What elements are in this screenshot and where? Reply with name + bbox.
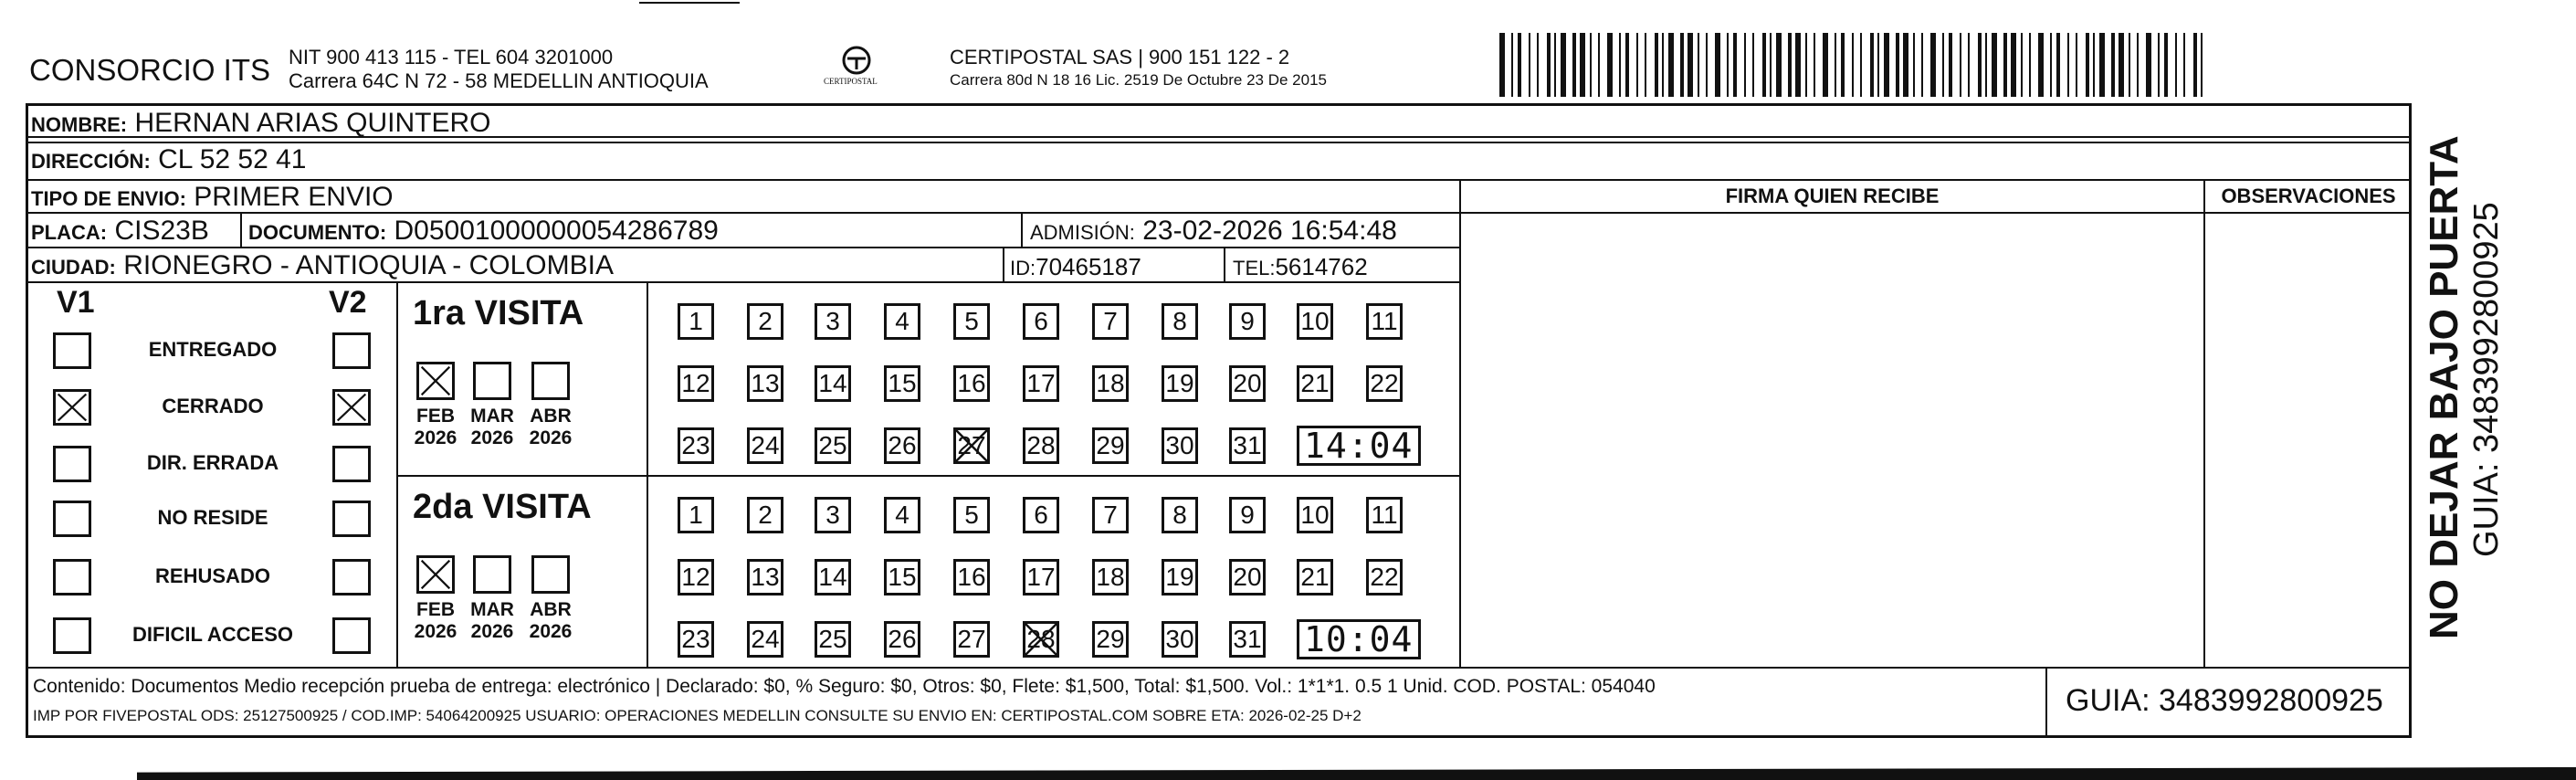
- day-box[interactable]: 11: [1366, 303, 1403, 340]
- day-box[interactable]: 26: [884, 427, 920, 464]
- day-box[interactable]: 28: [1023, 427, 1059, 464]
- status-label: REHUSADO: [155, 564, 270, 587]
- barcode-bar: [1877, 33, 1879, 97]
- documento-value: D05001000000054286789: [394, 216, 719, 246]
- day-box[interactable]: 12: [678, 559, 714, 596]
- day-box[interactable]: 3: [815, 497, 851, 533]
- nombre-row: [31, 108, 491, 139]
- row-divider: [26, 212, 2412, 214]
- firma-divider: [1459, 179, 1461, 669]
- day-box[interactable]: 24: [747, 621, 783, 658]
- footer-guia: GUIA: 3483992800925: [2066, 683, 2383, 718]
- day-box[interactable]: 30: [1162, 621, 1198, 658]
- barcode-bar: [1896, 33, 1899, 97]
- day-cross-icon: [953, 427, 990, 464]
- v1-checkbox-4[interactable]: [53, 559, 91, 596]
- status-label: NO RESIDE: [157, 506, 268, 529]
- tipo-label: TIPO DE ENVIO:: [31, 187, 186, 210]
- year-label: 2026: [414, 427, 457, 448]
- day-box[interactable]: 27: [953, 427, 990, 464]
- direccion-value: CL 52 52 41: [158, 144, 307, 174]
- certipostal-info: CERTIPOSTAL SAS | 900 151 122 - 2: [950, 46, 1290, 69]
- barcode-bar: [1860, 33, 1862, 97]
- barcode-bar: [1841, 33, 1845, 97]
- barcode-bar: [1795, 33, 1801, 97]
- day-box[interactable]: 16: [953, 559, 990, 596]
- day-box[interactable]: 27: [953, 621, 990, 658]
- day-box[interactable]: 10: [1297, 497, 1333, 533]
- footer-imp: IMP POR FIVEPOSTAL ODS: 25127500925 / COD.IMP: 54064200925 USUARIO: OPERACIONES MEDELLIN CONSULTE SU ENVIO EN: CERTIPOSTAL.COM SOBRE ETA: 2026-02-25 D+2: [33, 707, 1362, 724]
- day-box[interactable]: 21: [1297, 559, 1333, 596]
- barcode-bar: [1913, 33, 1915, 97]
- barcode-bar: [1607, 33, 1613, 97]
- barcode-bar: [1655, 33, 1658, 97]
- barcode-bar: [1662, 33, 1664, 97]
- month-checkbox[interactable]: [531, 555, 570, 594]
- barcode-bar: [1884, 33, 1889, 97]
- barcode-bar: [1537, 33, 1539, 97]
- day-box[interactable]: 6: [1023, 303, 1059, 340]
- year-label: 2026: [470, 427, 514, 448]
- cell-divider: [1021, 212, 1023, 247]
- barcode-bar: [2050, 33, 2052, 97]
- month-label: ABR: [530, 599, 572, 620]
- day-box[interactable]: 18: [1092, 559, 1129, 596]
- barcode-bar: [2099, 33, 2105, 97]
- visit-title: 1ra VISITA: [413, 294, 584, 332]
- company-name: CONSORCIO ITS: [29, 53, 271, 87]
- day-box[interactable]: 8: [1162, 497, 1198, 533]
- day-box[interactable]: 7: [1092, 497, 1129, 533]
- v2-checkbox-3[interactable]: [332, 501, 371, 537]
- barcode: [1499, 33, 2203, 97]
- logo-text: CERTIPOSTAL: [824, 77, 878, 86]
- ciudad-value: RIONEGRO - ANTIOQUIA - COLOMBIA: [123, 250, 614, 280]
- barcode-bar: [2056, 33, 2060, 97]
- barcode-bar: [2201, 33, 2203, 97]
- barcode-bar: [1499, 33, 1505, 97]
- day-box[interactable]: 22: [1366, 559, 1403, 596]
- barcode-bar: [1762, 33, 1766, 97]
- barcode-bar: [1942, 33, 1944, 97]
- documento-row: [248, 216, 719, 247]
- barcode-bar: [1561, 33, 1566, 97]
- check-mark-icon: [56, 392, 89, 423]
- barcode-bar: [1645, 33, 1646, 97]
- barcode-bar: [1814, 33, 1815, 97]
- barcode-bar: [1770, 33, 1772, 97]
- barcode-bar: [2183, 33, 2185, 97]
- barcode-bar: [2093, 33, 2095, 97]
- obs-divider: [2203, 179, 2205, 669]
- barcode-bar: [2137, 33, 2139, 97]
- visit-time: 10:04: [1304, 619, 1414, 659]
- barcode-bar: [1968, 33, 1970, 97]
- barcode-bar: [1518, 33, 1521, 97]
- day-box[interactable]: 23: [678, 427, 714, 464]
- barcode-bar: [1788, 33, 1792, 97]
- company-nit-tel: NIT 900 413 115 - TEL 604 3201000: [289, 46, 614, 69]
- cell-divider: [240, 212, 242, 247]
- footer-divider: [26, 667, 2412, 669]
- visit-time: 14:04: [1304, 426, 1414, 466]
- day-box[interactable]: 3: [815, 303, 851, 340]
- month-label: FEB: [416, 599, 455, 620]
- firma-header: FIRMA QUIEN RECIBE: [1725, 184, 1940, 207]
- admision-label: ADMISIÓN:: [1030, 221, 1135, 244]
- month-checkbox[interactable]: [531, 362, 570, 400]
- calendar-divider: [647, 281, 648, 669]
- year-label: 2026: [470, 621, 514, 642]
- day-box[interactable]: 15: [884, 365, 920, 402]
- observaciones-header: OBSERVACIONES: [2221, 184, 2396, 207]
- barcode-bar: [1529, 33, 1530, 97]
- visit-title: 2da VISITA: [413, 488, 592, 526]
- barcode-bar: [2129, 33, 2130, 97]
- placa-value: CIS23B: [114, 216, 209, 246]
- month-checkbox[interactable]: [416, 555, 455, 594]
- day-box[interactable]: 1: [678, 303, 714, 340]
- year-label: 2026: [529, 427, 573, 448]
- barcode-bar: [1590, 33, 1592, 97]
- day-box[interactable]: 5: [953, 497, 990, 533]
- barcode-bar: [1960, 33, 1961, 97]
- placa-label: PLACA:: [31, 221, 108, 244]
- day-box[interactable]: 6: [1023, 497, 1059, 533]
- barcode-bar: [1752, 33, 1754, 97]
- day-box[interactable]: 16: [953, 365, 990, 402]
- certipostal-logo: [824, 44, 886, 99]
- barcode-bar: [2164, 33, 2168, 97]
- day-box[interactable]: 29: [1092, 427, 1129, 464]
- day-box[interactable]: 17: [1023, 559, 1059, 596]
- row-divider: [26, 247, 1461, 248]
- day-box[interactable]: 2: [747, 303, 783, 340]
- tel-label: TEL:: [1233, 257, 1276, 279]
- tipo-row: [31, 182, 394, 213]
- v2-header: V2: [329, 285, 367, 320]
- day-box[interactable]: 7: [1092, 303, 1129, 340]
- day-box[interactable]: 25: [815, 621, 851, 658]
- day-box[interactable]: 9: [1229, 303, 1266, 340]
- v1-header: V1: [57, 285, 95, 320]
- barcode-bar: [1619, 33, 1621, 97]
- side-warning: NO DEJAR BAJO PUERTA: [2422, 135, 2466, 639]
- barcode-bar: [1727, 33, 1729, 97]
- footer-contenido: Contenido: Documentos Medio recepción prueba de entrega: electrónico | Declarado: $0, % Seguro: $0, Otros: $0, Flete: $1,500, Total: $1,500. Vol.: 1*1*1. 0.5 1 Unid. COD. POSTAL: 054040: [33, 676, 1656, 697]
- status-label: CERRADO: [162, 395, 264, 417]
- id-row: [1010, 253, 1141, 281]
- tipo-value: PRIMER ENVIO: [194, 182, 394, 212]
- tel-value: 5614762: [1275, 253, 1368, 280]
- bottom-shadow: [137, 767, 2576, 780]
- year-label: 2026: [414, 621, 457, 642]
- row-divider: [26, 179, 2412, 181]
- cell-divider: [1003, 247, 1004, 281]
- v2-checkbox-5[interactable]: [332, 617, 371, 654]
- ciudad-row: [31, 250, 614, 281]
- top-stroke: [639, 2, 740, 4]
- v1-checkbox-5[interactable]: [53, 617, 91, 654]
- month-checkbox[interactable]: [416, 362, 455, 400]
- row-divider: [26, 281, 1461, 283]
- barcode-bar: [1668, 33, 1674, 97]
- barcode-bar: [1805, 33, 1807, 97]
- day-box[interactable]: 14: [815, 559, 851, 596]
- barcode-bar: [1511, 33, 1513, 97]
- visit-row-divider: [396, 475, 1461, 477]
- status-label: DIR. ERRADA: [146, 451, 279, 474]
- year-label: 2026: [529, 621, 573, 642]
- barcode-bar: [1706, 33, 1708, 97]
- barcode-bar: [2011, 33, 2016, 97]
- day-box[interactable]: 25: [815, 427, 851, 464]
- barcode-bar: [2086, 33, 2089, 97]
- day-box[interactable]: 9: [1229, 497, 1266, 533]
- barcode-bar: [1698, 33, 1699, 97]
- barcode-bar: [2076, 33, 2077, 97]
- barcode-bar: [2029, 33, 2031, 97]
- day-box[interactable]: 4: [884, 303, 920, 340]
- day-box[interactable]: 23: [678, 621, 714, 658]
- barcode-bar: [1715, 33, 1720, 97]
- barcode-bar: [1852, 33, 1854, 97]
- barcode-bar: [2038, 33, 2044, 97]
- day-box[interactable]: 2: [747, 497, 783, 533]
- day-box[interactable]: 19: [1162, 559, 1198, 596]
- check-mark-icon: [419, 364, 452, 397]
- nombre-label: NOMBRE:: [31, 113, 128, 136]
- barcode-bar: [1636, 33, 1638, 97]
- barcode-bar: [2158, 33, 2160, 97]
- v1-checkbox-2[interactable]: [53, 446, 91, 482]
- day-box[interactable]: 19: [1162, 365, 1198, 402]
- certipostal-license: Carrera 80d N 18 16 Lic. 2519 De Octubre 23 De 2015: [950, 71, 1327, 89]
- day-box[interactable]: 5: [953, 303, 990, 340]
- barcode-bar: [1598, 33, 1600, 97]
- v1-checkbox-1[interactable]: [53, 389, 91, 426]
- barcode-bar: [1921, 33, 1923, 97]
- barcode-bar: [1572, 33, 1576, 97]
- barcode-bar: [2146, 33, 2151, 97]
- month-checkbox[interactable]: [473, 555, 511, 594]
- month-label: MAR: [470, 406, 514, 427]
- barcode-bar: [2021, 33, 2023, 97]
- day-box[interactable]: 20: [1229, 559, 1266, 596]
- day-cross-icon: [1023, 621, 1059, 658]
- day-box[interactable]: 4: [884, 497, 920, 533]
- direccion-label: DIRECCIÓN:: [31, 150, 151, 173]
- barcode-bar: [1903, 33, 1908, 97]
- check-mark-icon: [419, 558, 452, 591]
- barcode-bar: [1949, 33, 1952, 97]
- barcode-bar: [2175, 33, 2177, 97]
- ciudad-label: CIUDAD:: [31, 256, 116, 279]
- barcode-bar: [1870, 33, 1874, 97]
- day-box[interactable]: 15: [884, 559, 920, 596]
- month-label: MAR: [470, 599, 514, 620]
- v2-checkbox-1[interactable]: [332, 389, 371, 426]
- side-guia: GUIA: 3483992800925: [2467, 202, 2506, 557]
- barcode-bar: [1733, 33, 1737, 97]
- tel-row: [1233, 253, 1368, 281]
- day-box[interactable]: 11: [1366, 497, 1403, 533]
- day-box[interactable]: 21: [1297, 365, 1333, 402]
- barcode-bar: [1688, 33, 1693, 97]
- day-box[interactable]: 30: [1162, 427, 1198, 464]
- barcode-bar: [1992, 33, 1997, 97]
- barcode-bar: [2193, 33, 2197, 97]
- day-box[interactable]: 22: [1366, 365, 1403, 402]
- day-box[interactable]: 18: [1092, 365, 1129, 402]
- day-box[interactable]: 26: [884, 621, 920, 658]
- admision-row: [1030, 216, 1397, 247]
- barcode-bar: [1680, 33, 1684, 97]
- barcode-bar: [2111, 33, 2115, 97]
- id-value: 70465187: [1036, 253, 1141, 280]
- day-box[interactable]: 10: [1297, 303, 1333, 340]
- barcode-bar: [1744, 33, 1746, 97]
- v2-checkbox-2[interactable]: [332, 446, 371, 482]
- footer-cell-divider: [2045, 667, 2047, 738]
- barcode-bar: [2119, 33, 2124, 97]
- day-box[interactable]: 24: [747, 427, 783, 464]
- status-label: DIFICIL ACCESO: [131, 623, 293, 646]
- day-box[interactable]: 20: [1229, 365, 1266, 402]
- documento-label: DOCUMENTO:: [248, 221, 387, 244]
- v2-checkbox-4[interactable]: [332, 559, 371, 596]
- barcode-bar: [1930, 33, 1936, 97]
- day-box[interactable]: 17: [1023, 365, 1059, 402]
- barcode-bar: [1823, 33, 1828, 97]
- day-box[interactable]: 28: [1023, 621, 1059, 658]
- barcode-bar: [1625, 33, 1629, 97]
- day-box[interactable]: 31: [1229, 427, 1266, 464]
- cell-divider: [1224, 247, 1225, 281]
- barcode-bar: [1985, 33, 1987, 97]
- day-box[interactable]: 13: [747, 365, 783, 402]
- month-label: ABR: [530, 406, 572, 427]
- status-label: ENTREGADO: [148, 338, 278, 361]
- company-address: Carrera 64C N 72 - 58 MEDELLIN ANTIOQUIA: [289, 69, 709, 92]
- barcode-bar: [2067, 33, 2069, 97]
- check-mark-icon: [335, 392, 368, 423]
- month-label: FEB: [416, 406, 455, 427]
- nombre-value: HERNAN ARIAS QUINTERO: [134, 108, 491, 138]
- day-box[interactable]: 8: [1162, 303, 1198, 340]
- barcode-bar: [1580, 33, 1585, 97]
- v1-checkbox-0[interactable]: [53, 332, 91, 369]
- month-checkbox[interactable]: [473, 362, 511, 400]
- barcode-bar: [1776, 33, 1782, 97]
- day-box[interactable]: 1: [678, 497, 714, 533]
- v1-checkbox-3[interactable]: [53, 501, 91, 537]
- logo-icon: [827, 44, 886, 99]
- day-box[interactable]: 13: [747, 559, 783, 596]
- admision-value: 23-02-2026 16:54:48: [1142, 216, 1397, 246]
- barcode-bar: [1835, 33, 1836, 97]
- day-box[interactable]: 31: [1229, 621, 1266, 658]
- v2-checkbox-0[interactable]: [332, 332, 371, 369]
- row-divider: [26, 142, 2412, 143]
- barcode-bar: [1554, 33, 1556, 97]
- id-label: ID:: [1010, 257, 1036, 279]
- placa-row: [31, 216, 209, 247]
- direccion-row: [31, 144, 306, 175]
- day-box[interactable]: 14: [815, 365, 851, 402]
- day-box[interactable]: 12: [678, 365, 714, 402]
- day-box[interactable]: 29: [1092, 621, 1129, 658]
- barcode-bar: [2003, 33, 2007, 97]
- barcode-bar: [1547, 33, 1551, 97]
- barcode-bar: [1978, 33, 1982, 97]
